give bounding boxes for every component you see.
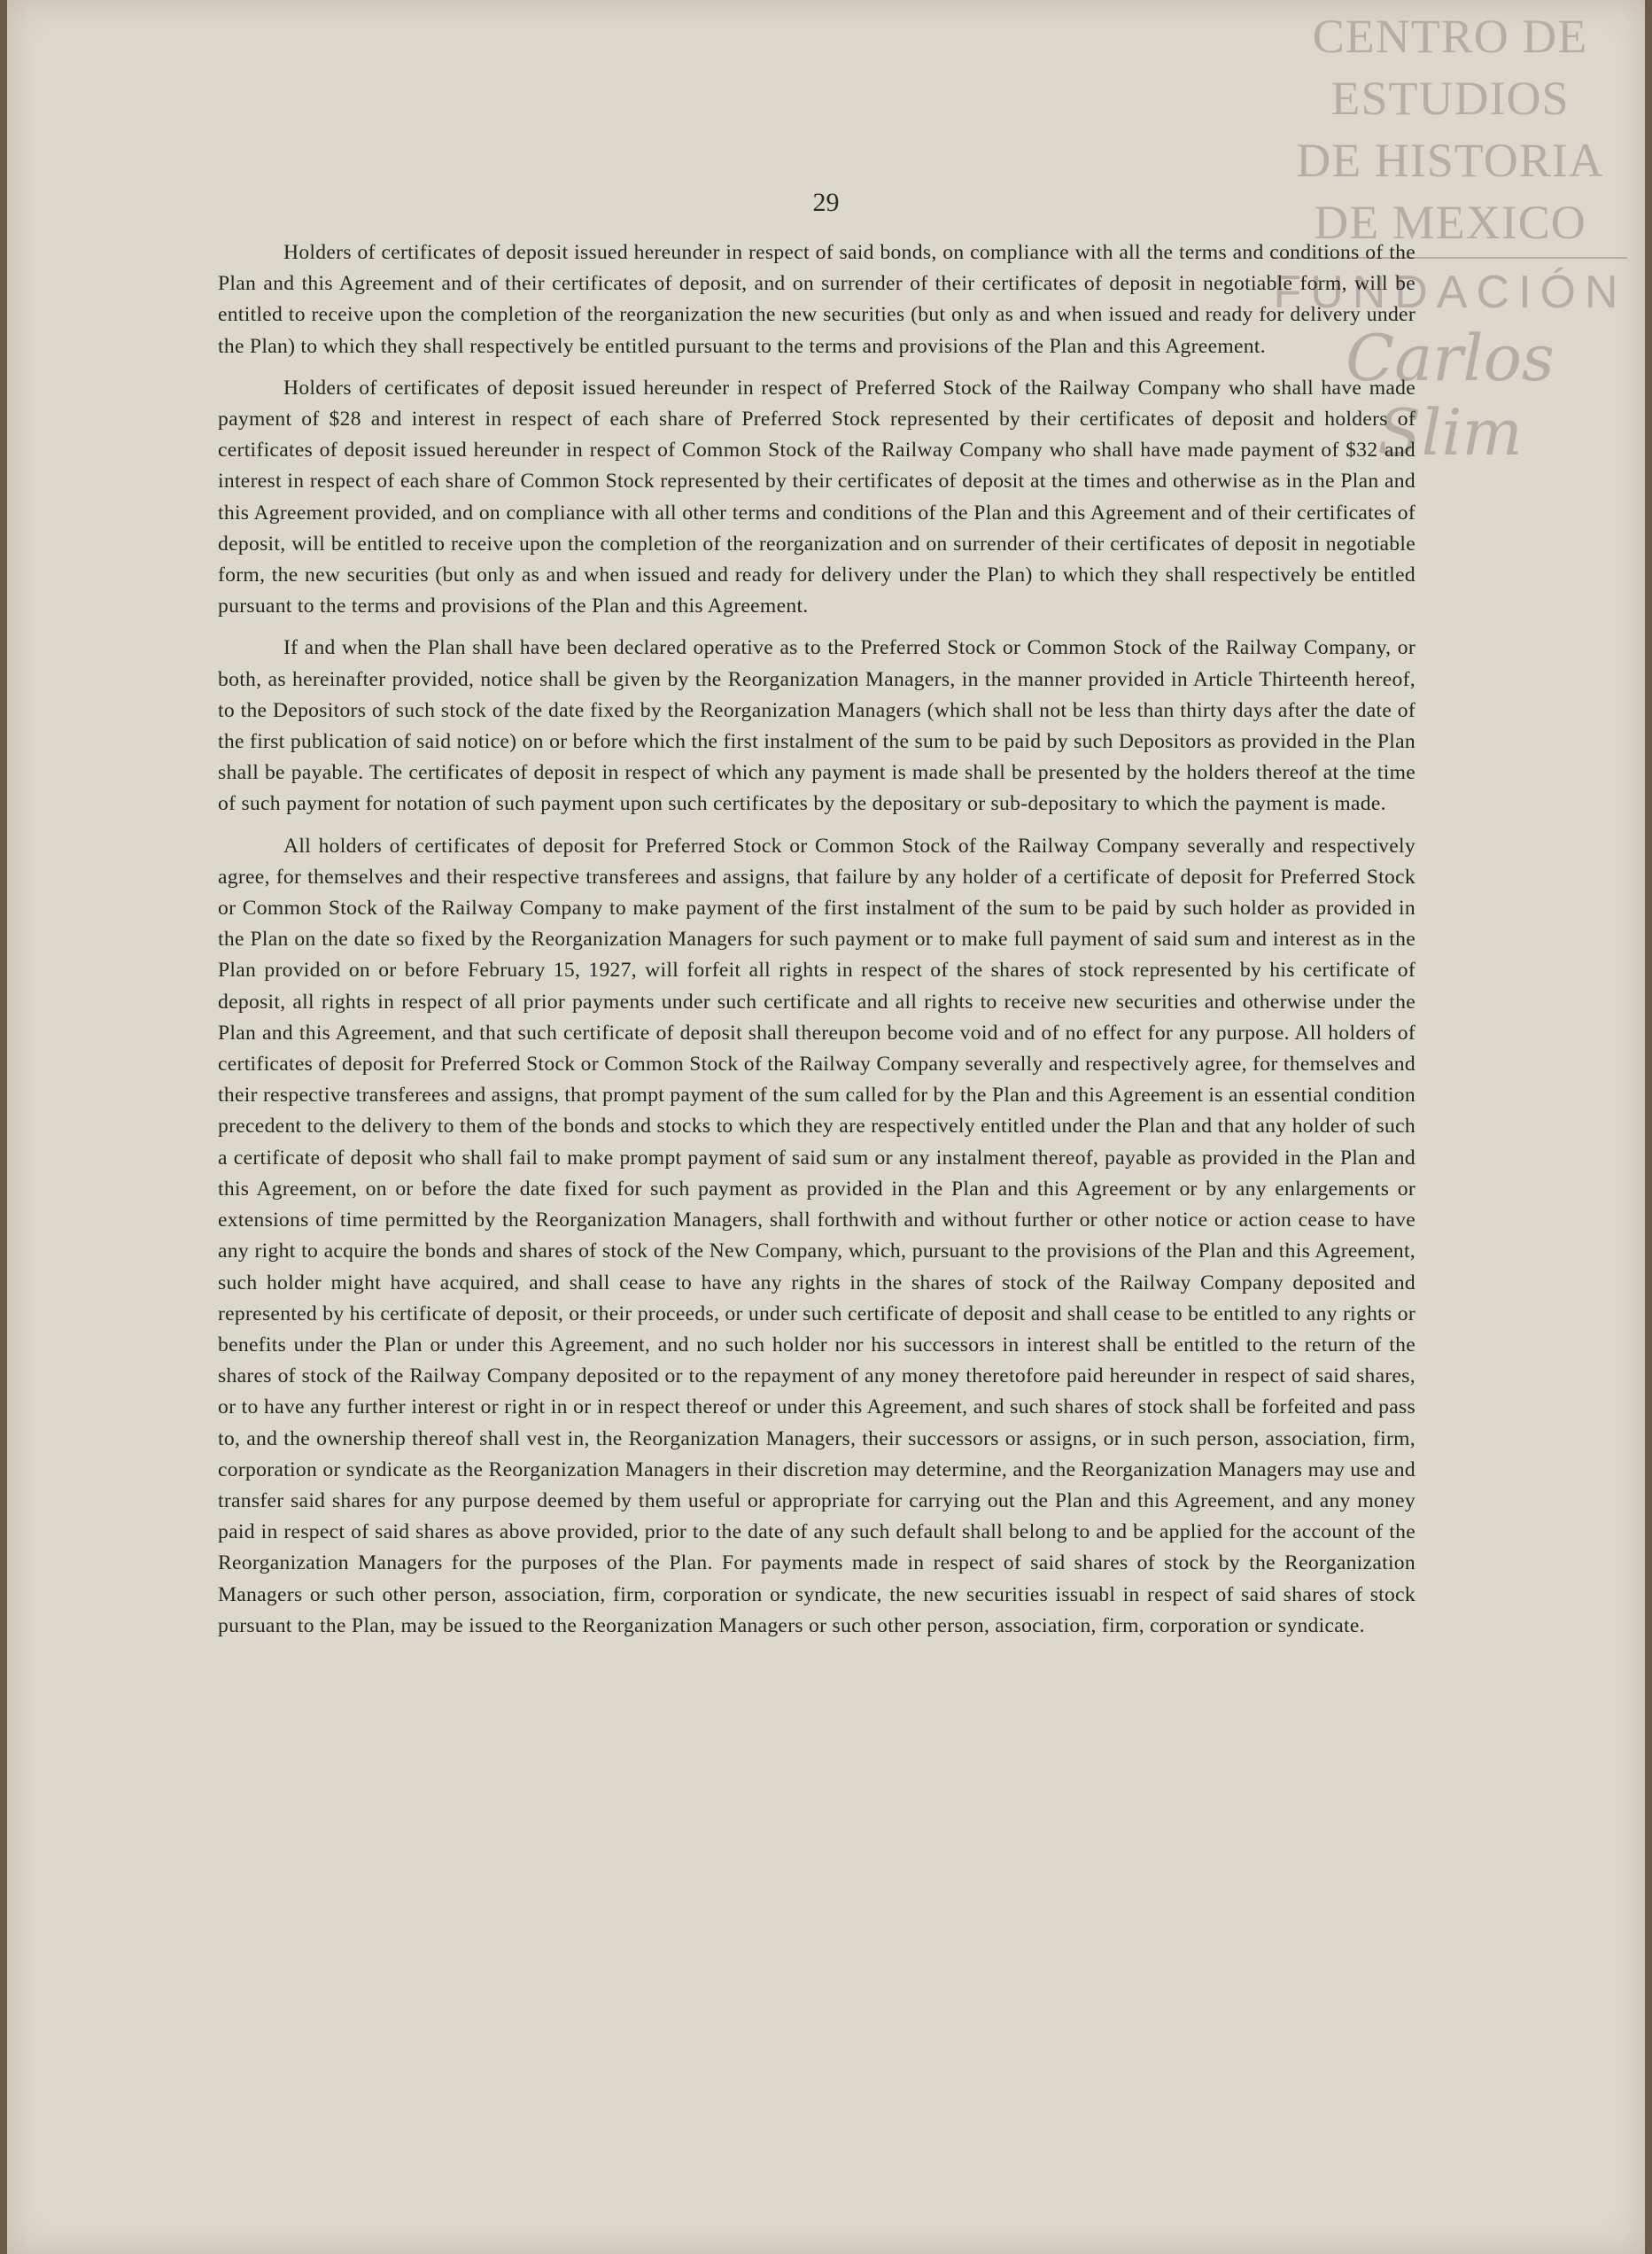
paragraph-1: Holders of certificates of deposit issued hereunder in respect of said bonds, on compliance with all the terms and conditions of the Plan and this Agreement and of their certificates of deposit, and on surrender of their certificates of deposit in negotiable form, will be entitled to receive upon the completion of the reorganization the new securities (but only as and when issued and ready for delivery under the Plan) to which they shall respectively be entitled pursuant to the terms and provisions of the Plan and this Agreement. — [218, 241, 1415, 358]
watermark-line-2: ESTUDIOS — [1330, 72, 1570, 125]
watermark-foundation: FUNDACIÓN — [1273, 267, 1627, 318]
document-page — [7, 0, 1645, 2254]
watermark-signature: Carlos Slim — [1346, 321, 1555, 470]
paragraph-3: If and when the Plan shall have been declared operative as to the Preferred Stock or Common Stock of the Railway Company, or both, as hereinafter provided, notice shall be given by the Reorganization Managers, in the manner provided in Article Thirteenth hereof, to the Depositors of such stock of the date fixed by the Reorganization Managers (which shall not be less than thirty days after the date of the first publication of said notice) on or before which the first instalment of the sum to be paid by such Depositors as provided in the Plan shall be payable. The certificates of deposit in respect of which any payment is made shall be presented by the holders thereof at the time of such payment for notation of such payment upon such certificates by the depositary or sub-depositary to which the payment is made. — [218, 636, 1415, 816]
paragraph-4: All holders of certificates of deposit for Preferred Stock or Common Stock of the Railway Company severally and respectively agree, for themselves and their respective transferees and assigns, that failure by any holder of a certificate of deposit for Preferred Stock or Common Stock of the Railway Company to make payment of the first instalment of the sum to be paid by such holder as provided in the Plan on the date so fixed by the Reorganization Managers for such payment or to make full payment of said sum and interest as in the Plan provided on or before February 15, 1927, will forfeit all rights in respect of the shares of stock represented by his certificate of deposit, all rights in respect of all prior payments under such certificate and all rights to receive new securities and otherwise under the Plan and this Agreement, and that such certificate of deposit shall thereupon become void and of no effect for any purpose. All holders of certificates of deposit for Preferred Stock or Common Stock of the Railway Company severally and respectively agree, for themselves and their respective transferees and assigns, that prompt payment of the sum called for by the Plan and this Agreement is an essential condition precedent to the delivery to them of the bonds and stocks to which they are respectively entitled under the Plan and that any holder of such a certificate of deposit who shall fail to make prompt payment of said sum or any instalment thereof, payable as provided in the Plan and this Agreement, on or before the date fixed for such payment as provided in the Plan and this Agreement or by any enlargements or extensions of time permitted by the Reorganization Managers, shall forthwith and without further or other notice or action cease to have any right to acquire the bonds and shares of stock of the New Company, which, pursuant to the provisions of the Plan and this Agreement, such holder might have acquired, and shall cease to have any rights in the shares of stock of the Railway Company deposited and represented by his certificate of deposit, or their proceeds, or under such certificate of deposit and shall cease to be entitled to any rights or benefits under the Plan or under this Agreement, and no such holder nor his successors in interest shall be entitled to the return of the shares of stock of the Railway Company deposited or to the repayment of any money theretofore paid hereunder in respect of said shares, or to have any further interest or right in or in respect thereof or under this Agreement, and such shares of stock shall be forfeited and pass to, and the ownership thereof shall vest in, the Reorganization Managers, their successors or assigns, or in such person, association, firm, corporation or syndicate as the Reorganization Managers in their discretion may determine, and the Reorganization Managers may use and transfer said shares for any purpose deemed by them useful or appropriate for carrying out the Plan and this Agreement, and any money paid in respect of said shares as above provided, prior to the date of any such default shall belong to and be applied for the account of the Reorganization Managers for the purposes of the Plan. For payments made in respect of said shares of stock by the Reorganization Managers or such other person, association, firm, corporation or syndicate, the new securities issuabl in respect of said shares of stock pursuant to the Plan, may be issued to the Reorganization Managers or such other person, association, firm, corporation or syndicate. — [218, 834, 1415, 1637]
watermark-line-4: DE MEXICO — [1314, 196, 1586, 249]
document-body — [218, 237, 1415, 1652]
paragraph-2: Holders of certificates of deposit issued hereunder in respect of Preferred Stock of the Railway Company who shall have made payment of $28 and interest in respect of each share of Preferred Stock represented by their certificates of deposit and holders of certificates of deposit issued hereunder in respect of Common Stock of the Railway Company who shall have made payment of $32 and interest in respect of each share of Common Stock represented by their certificates of deposit at the times and otherwise as in the Plan and this Agreement provided, and on compliance with all other terms and conditions of the Plan and this Agreement and of their certificates of deposit, will be entitled to receive upon the completion of the reorganization and on surrender of their certificates of deposit in negotiable form, the new securities (but only as and when issued and ready for delivery under the Plan) to which they shall respectively be entitled pursuant to the terms and provisions of the Plan and this Agreement. — [218, 376, 1415, 618]
page-number: 29 — [812, 188, 840, 217]
watermark-line-3: DE HISTORIA — [1296, 134, 1604, 187]
watermark-line-1: CENTRO DE — [1312, 10, 1588, 63]
